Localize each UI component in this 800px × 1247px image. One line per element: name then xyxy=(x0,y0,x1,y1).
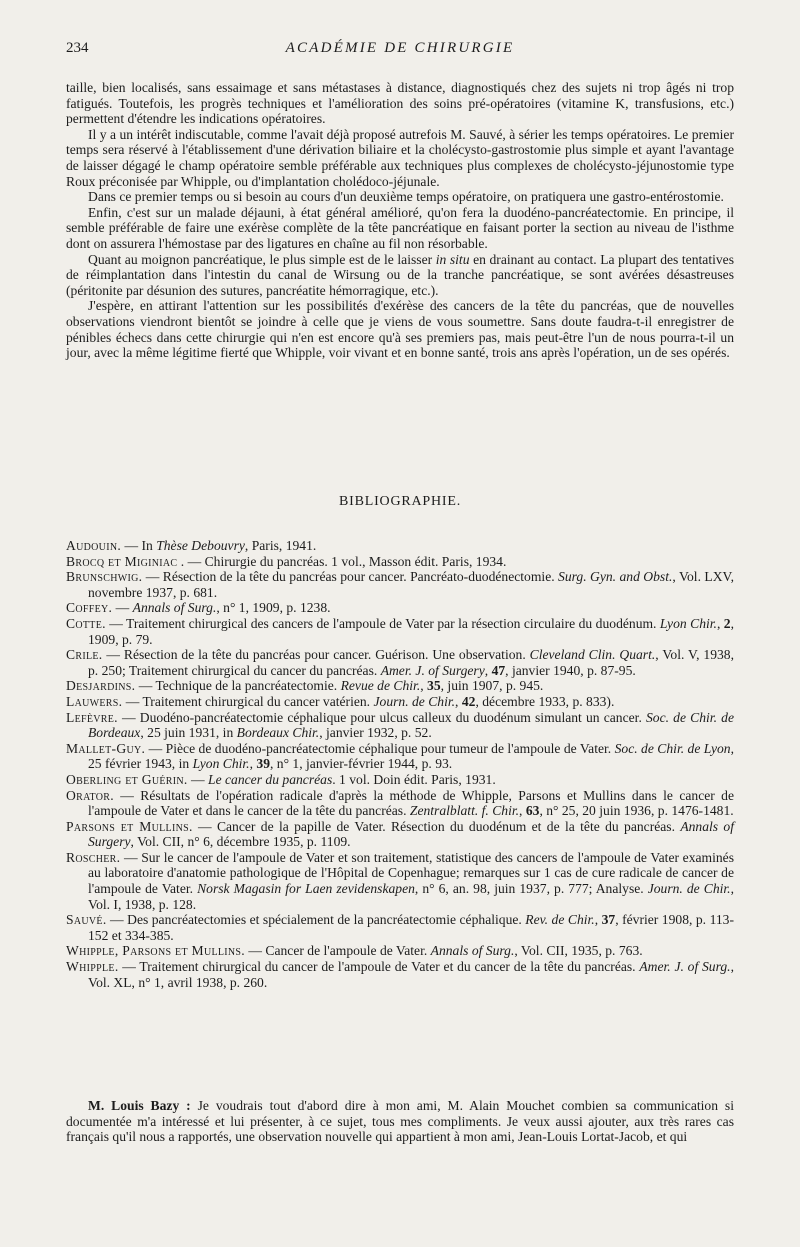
ref-author: Lefèvre. xyxy=(66,709,118,725)
ref-source: Norsk Magasin for Laen zevidenskapen xyxy=(197,881,415,897)
ref-volume: 37 xyxy=(601,912,616,928)
bibliography-entry xyxy=(66,772,734,788)
ref-text: — Technique de la pancréatectomie. xyxy=(135,678,341,694)
bibliography-entry xyxy=(66,819,734,850)
ref-text: , n° 1, janvier-février 1944, p. 93. xyxy=(269,756,453,772)
ref-text: , janvier 1932, p. 52. xyxy=(319,725,432,741)
bibliography-entry xyxy=(66,741,734,772)
paragraph: Il y a un intérêt indiscutable, comme l'avait déjà proposé autrefois M. Sauvé, à sérier les temps opératoires. Le premier temps sera réservé à l'établissement d'une dérivation biliaire et la cholécysto-gastrostomie plus simple et ayant l'avantage de laisser dégagé le champ opératoire semble préférable aux techniques plus complexes de cholécysto-jéjunostomie type Roux préconisée par Whipple, ou d'implantation cholédoco-jéjunale. xyxy=(66,126,734,189)
ref-text: — Duodéno-pancréatectomie céphalique pour ulcus calleux du duodénum simulant un cancer. xyxy=(117,709,646,725)
ref-text: , n° 1, 1909, p. 1238. xyxy=(216,600,331,616)
bibliography-entry xyxy=(66,959,734,990)
ref-text: , Vol. LXV, novembre 1937, p. 681. xyxy=(88,569,734,600)
bibliography-title: BIBLIOGRAPHIE. xyxy=(338,494,462,509)
paragraph: Dans ce premier temps ou si besoin au cours d'un deuxième temps opératoire, on pratiquera une gastro-entérostomie. xyxy=(88,189,724,205)
ref-source: Amer. J. of Surgery xyxy=(380,662,485,678)
ref-text: , xyxy=(455,693,462,709)
ref-source: Thèse Debouvry xyxy=(156,538,245,553)
paragraph: taille, bien localisés, sans essaimage et sans métastases à distance, diagnostiqués chez des sujets ni trop âgés ni trop fatigués. Toutefois, les progrès techniques et l'amélioration des soins pré-opératoires (vitamine K, transfusions, etc.) permettent d'étendre les indications opératoires. xyxy=(66,80,734,127)
paragraph: Enfin, c'est sur un malade déjauni, à état général amélioré, qu'on fera la duodéno-pancréatectomie. En principe, il semble préférable de faire une exérèse complète de la tête pancréatique en faisant porter la section au niveau de l'isthme dont on assurera l'hémostase par des ligatures en chaîne au fil non résorbable. xyxy=(66,204,734,251)
ref-text: , décembre 1933, p. 833). xyxy=(475,693,615,709)
ref-author: Brunschwig. xyxy=(66,569,143,585)
ref-source: Rev. de Chir. xyxy=(525,912,595,928)
ref-text: , juin 1907, p. 945. xyxy=(440,678,544,694)
ref-text: . — Chirurgie du pancréas. 1 vol., Masson édit. Paris, 1934. xyxy=(177,553,507,569)
ref-source: Lyon Chir. xyxy=(192,756,250,772)
bibliography-entry xyxy=(66,600,734,616)
ref-volume: 63 xyxy=(525,803,540,819)
ref-source: Zentralblatt. f. Chir. xyxy=(409,803,520,819)
ref-source: Revue de Chir. xyxy=(340,678,421,694)
ref-text: , xyxy=(716,615,724,631)
ref-text: , 25 février 1943, in xyxy=(88,740,734,772)
bibliography-entry xyxy=(66,850,734,912)
ref-text: , n° 25, 20 juin 1936, p. 1476-1481. xyxy=(539,803,734,819)
ref-text: , 25 juin 1931, in xyxy=(140,725,237,741)
ref-text: — Des pancréatectomies et spécialement de la pancréatectomie céphalique. xyxy=(106,912,526,928)
ref-text: , Vol. XL, n° 1, avril 1938, p. 260. xyxy=(88,959,734,990)
ref-text: — Traitement chirurgical du cancer de l'ampoule de Vater et du cancer de la tête du pancréas. xyxy=(118,959,640,975)
ref-author: Coffey. xyxy=(66,600,113,616)
bibliography-entry xyxy=(66,710,734,741)
ref-text: , xyxy=(594,912,602,928)
ref-text: — Pièce de duodéno-pancréatectomie céphalique pour tumeur de l'ampoule de Vater. xyxy=(145,740,615,756)
ref-author: Whipple. xyxy=(66,959,119,975)
ref-volume: 39 xyxy=(256,756,270,772)
ref-volume: 42 xyxy=(461,693,476,709)
running-title: ACADÉMIE DE CHIRURGIE xyxy=(285,40,515,56)
paragraph-text: Je voudrais tout d'abord dire à mon ami, M. Alain Mouchet combien sa communication si documentée m'a intéressé et lui présenter, à ce sujet, tous mes compliments. Je veux aussi ajouter, aux très rares cas français qu'il nous a rapportés, une observation nouvelle qui appartient à mon ami, Jean-Louis Lortat-Jacob, et qui xyxy=(66,1098,734,1145)
ref-text: , Vol. CII, 1935, p. 763. xyxy=(514,943,643,959)
ref-source: Annals of Surg. xyxy=(430,943,515,959)
ref-text: — Traitement chirurgical du cancer vatérien. xyxy=(122,693,374,709)
paragraph xyxy=(66,252,734,299)
ref-text: — Cancer de la papille de Vater. Résection du duodénum et de la tête du pancréas. xyxy=(192,818,681,834)
ref-text: , février 1908, p. 113-152 et 334-385. xyxy=(88,912,734,943)
ref-author: Parsons et Mullins. xyxy=(66,818,193,834)
bibliography-entry xyxy=(66,788,734,819)
closing-paragraph xyxy=(66,1098,734,1145)
ref-source: Surg. Gyn. and Obst. xyxy=(558,569,673,585)
ref-author: Sauvé. xyxy=(66,912,107,928)
ref-source: Amer. J. of Surg. xyxy=(639,959,731,975)
ref-author: Audouin. xyxy=(66,538,122,553)
ref-volume: 35 xyxy=(427,678,441,694)
bibliography-entry xyxy=(66,554,734,570)
bibliography-list xyxy=(66,538,734,990)
ref-author: Mallet-Guy. xyxy=(66,740,146,756)
ref-text: . 1 vol. Doin édit. Paris, 1931. xyxy=(332,771,496,787)
ref-text: , xyxy=(249,756,257,772)
ref-text: — Cancer de l'ampoule de Vater. xyxy=(245,943,431,959)
bibliography-entry xyxy=(66,943,734,959)
bibliography-entry xyxy=(66,616,734,647)
bibliography-entry xyxy=(66,569,734,600)
bibliography-entry xyxy=(66,647,734,678)
paragraph-text: en drainant au contact. La plupart des tentatives de réimplantation dans l'intestin du canal de Wirsung ou de la tranche pancréatique, se sont avérées désastreuses (péritonite par désunion des sutures, pancréatite hémorragique, etc.). xyxy=(66,251,734,298)
ref-author: Roscher. xyxy=(66,849,121,865)
ref-text: , Vol. CII, n° 6, décembre 1935, p. 1109. xyxy=(130,834,351,850)
running-header xyxy=(66,40,734,60)
ref-author: Cotte. xyxy=(66,615,106,631)
ref-text: , Vol. V, 1938, p. 250; Traitement chirurgical du cancer du pancréas. xyxy=(88,647,734,678)
ref-text: — Résection de la tête du pancréas pour cancer. Guérison. Une observation. xyxy=(102,647,530,663)
ref-text: , xyxy=(484,662,492,678)
ref-source: Annals of Surgery xyxy=(88,818,735,850)
ref-source: Bordeaux Chir. xyxy=(236,725,320,741)
ref-source: Soc. de Chir. de Bordeaux xyxy=(88,709,734,741)
ref-text: , xyxy=(420,678,428,694)
page-number: 234 xyxy=(66,40,89,56)
bibliography-entry xyxy=(66,538,734,554)
ref-author: Desjardins. xyxy=(66,678,136,694)
ref-text: , Vol. I, 1938, p. 128. xyxy=(88,881,734,912)
ref-author: Lauwers. xyxy=(66,693,123,709)
ref-source: Cleveland Clin. Quart. xyxy=(529,647,656,663)
ref-text: — xyxy=(187,771,209,787)
ref-source: Lyon Chir. xyxy=(659,615,717,631)
ref-text: , 1909, p. 79. xyxy=(88,615,734,647)
ref-author: Crile. xyxy=(66,647,103,663)
ref-source: Le cancer du pancréas xyxy=(208,771,333,787)
paragraph xyxy=(66,1098,734,1145)
bibliography-entry xyxy=(66,912,734,943)
ref-text: , janvier 1940, p. 87-95. xyxy=(505,662,636,678)
ref-source: Annals of Surg. xyxy=(132,600,217,616)
ref-author: Brocq et Miginiac xyxy=(66,553,178,569)
ref-text: — xyxy=(112,600,133,616)
ref-author: Oberling et Guérin. xyxy=(66,771,188,787)
ref-text: , Paris, 1941. xyxy=(244,538,317,553)
ref-volume: 47 xyxy=(491,662,506,678)
ref-text: , xyxy=(519,803,526,819)
body-text xyxy=(66,80,734,361)
ref-source: Soc. de Chir. de Lyon xyxy=(614,740,731,756)
ref-source: Journ. de Chir. xyxy=(373,693,456,709)
ref-text: , n° 6, an. 98, juin 1937, p. 777; Analyse. xyxy=(414,881,648,897)
ref-text: — Résultats de l'opération radicale d'après la méthode de Whipple, Parsons et Mullins dans le cancer de l'ampoule de Vater et dans le cancer de la tête du pancréas. xyxy=(88,787,734,819)
paragraph: J'espère, en attirant l'attention sur les possibilités d'exérèse des cancers de la tête du pancréas, que de nouvelles observations viendront bientôt se joindre à celle que je viens de vous soumettre. Sans doute faudra-t-il enregistrer de pénibles échecs dans cette chirurgie qui n'en est encore qu'à ses premiers pas, mais peut-être l'un de nous pourra-t-il un jour, avec la même légitime fierté que Whipple, voir vivant et en bonne santé, trois ans après l'opération, un de ses opérés. xyxy=(66,298,734,361)
ref-source: Journ. de Chir. xyxy=(647,881,731,897)
italic-term: in situ xyxy=(435,251,470,267)
paragraph-text: Quant au moignon pancréatique, le plus simple est de le laisser xyxy=(88,251,436,267)
ref-volume: 2 xyxy=(723,615,731,631)
bibliography-entry xyxy=(66,678,734,694)
bibliography-entry xyxy=(66,694,734,710)
ref-text: — Traitement chirurgical des cancers de l'ampoule de Vater par la résection circulaire du duodénum. xyxy=(105,615,660,631)
ref-text: — Résection de la tête du pancréas pour cancer. Pancréato-duodénectomie. xyxy=(142,569,559,585)
ref-text: — Sur le cancer de l'ampoule de Vater et son traitement, statistique des cancers de l'ampoule de Vater examinés au laboratoire d'anatomie pathologique de l'Hôpital de Copenhague; remarques sur 1 cas de cure radicale de cancer de l'ampoule de Vater. xyxy=(88,849,734,897)
ref-author: Whipple, Parsons et Mullins. xyxy=(66,943,245,959)
ref-author: Orator. xyxy=(66,787,114,803)
speaker-name: M. Louis Bazy : xyxy=(88,1098,191,1113)
ref-text: — In xyxy=(121,538,157,553)
